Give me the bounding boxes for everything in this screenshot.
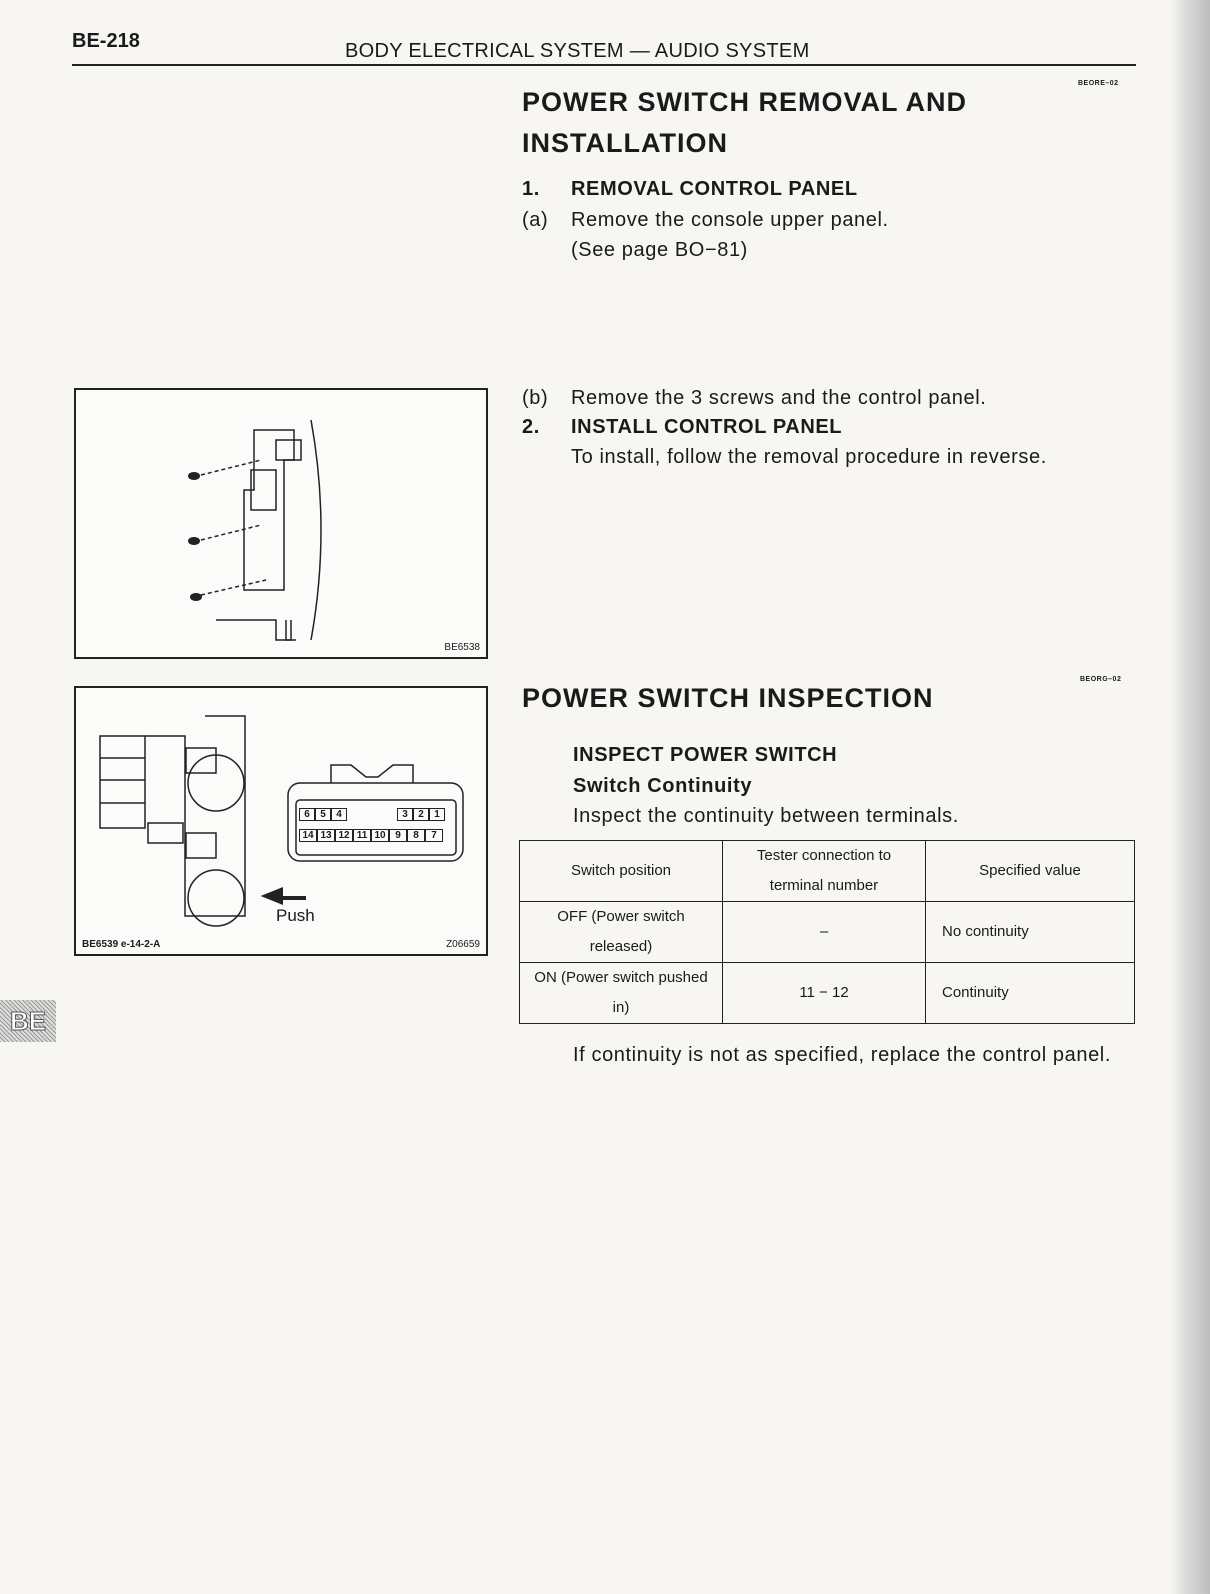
- section-tab: BE: [0, 1000, 56, 1042]
- terminal: 11: [353, 829, 371, 842]
- screw-icon: [188, 472, 200, 480]
- step-number: 2.: [522, 416, 540, 438]
- control-panel-screws-illustration: [76, 390, 486, 657]
- terminal: 13: [317, 829, 335, 842]
- table-cell: 11 − 12: [723, 963, 926, 1024]
- column-header: Switch position: [520, 841, 723, 902]
- section-header: BODY ELECTRICAL SYSTEM — AUDIO SYSTEM: [345, 40, 810, 62]
- section-code: BEORE–02: [1078, 80, 1119, 87]
- terminal: 10: [371, 829, 389, 842]
- terminal: 14: [299, 829, 317, 842]
- substep-text: Remove the 3 screws and the control panel.: [571, 387, 987, 409]
- figure-id: BE6538: [444, 642, 480, 653]
- removal-title: [522, 82, 967, 164]
- figure-id: Z06659: [446, 939, 480, 950]
- terminal: 7: [425, 829, 443, 842]
- column-header: Specified value: [926, 841, 1135, 902]
- terminal: 8: [407, 829, 425, 842]
- connector-row-bottom: [299, 829, 443, 842]
- substep-text: Remove the console upper panel.: [571, 209, 889, 231]
- table-header-row: [520, 841, 1135, 902]
- table-cell: –: [723, 902, 926, 963]
- step-heading: REMOVAL CONTROL PANEL: [571, 178, 858, 200]
- terminal: 5: [315, 808, 331, 821]
- step-text: To install, follow the removal procedure in reverse.: [571, 446, 1047, 468]
- inspection-figure: [74, 686, 488, 956]
- screw-icon: [188, 537, 200, 545]
- page-number: BE-218: [72, 30, 140, 52]
- page-reference: (See page BO−81): [571, 239, 748, 261]
- header-rule: [72, 64, 1136, 66]
- note-text: If continuity is not as specified, replace the control panel.: [573, 1044, 1111, 1066]
- instruction-text: Inspect the continuity between terminals.: [573, 805, 959, 827]
- table-cell: OFF (Power switch released): [520, 902, 723, 963]
- removal-figure: [74, 388, 488, 659]
- table-row: [520, 902, 1135, 963]
- step-heading: INSTALL CONTROL PANEL: [571, 416, 843, 438]
- column-header: Tester connection to terminal number: [723, 841, 926, 902]
- table-cell: ON (Power switch pushed in): [520, 963, 723, 1024]
- terminal: 6: [299, 808, 315, 821]
- push-arrow-icon: [266, 890, 306, 902]
- table-cell: Continuity: [926, 963, 1135, 1024]
- terminal: 12: [335, 829, 353, 842]
- table-cell: No continuity: [926, 902, 1135, 963]
- inspection-title: POWER SWITCH INSPECTION: [522, 683, 934, 713]
- figure-id: BE6539 e-14-2-A: [82, 939, 161, 950]
- continuity-table: [519, 840, 1135, 1024]
- section-code: BEORG–02: [1080, 676, 1122, 683]
- title-line: INSTALLATION: [522, 128, 728, 158]
- terminal: 4: [331, 808, 347, 821]
- scan-edge-shadow: [1170, 0, 1210, 1594]
- title-line: POWER SWITCH REMOVAL AND: [522, 87, 967, 117]
- terminal: 2: [413, 808, 429, 821]
- terminal: 1: [429, 808, 445, 821]
- substep-label: (a): [522, 209, 549, 231]
- screw-icon: [190, 593, 202, 601]
- terminal: 3: [397, 808, 413, 821]
- connector-row-top: [299, 808, 445, 821]
- subsection-subheading: Switch Continuity: [573, 775, 753, 797]
- substep-label: (b): [522, 387, 549, 409]
- push-label: Push: [276, 906, 315, 925]
- step-number: 1.: [522, 178, 540, 200]
- subsection-heading: INSPECT POWER SWITCH: [573, 744, 838, 766]
- terminal: 9: [389, 829, 407, 842]
- table-row: [520, 963, 1135, 1024]
